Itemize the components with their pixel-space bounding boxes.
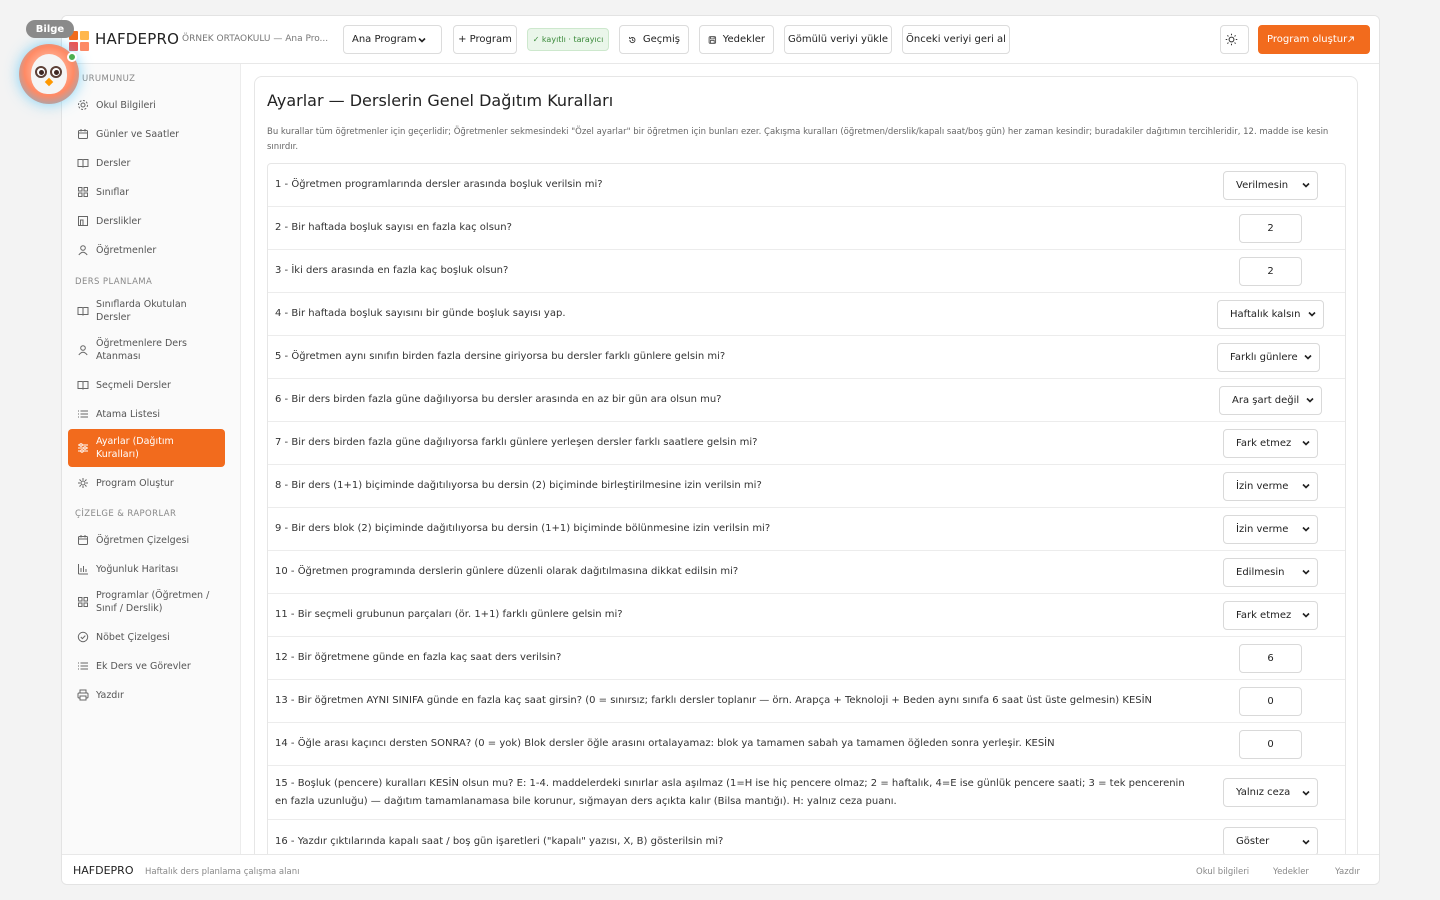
rule-row	[268, 508, 1345, 551]
cog-icon	[76, 477, 89, 490]
rule-select-value: Farklı günlere	[1230, 351, 1298, 363]
rule-text: 11 - Bir seçmeli grubunun parçaları (ör. 1+1) farklı günlere gelsin mi?	[275, 609, 623, 620]
chevron-down-icon	[1301, 481, 1311, 491]
sidebar-item-lessons[interactable]	[68, 151, 225, 175]
sidebar-item-classrooms[interactable]	[68, 209, 225, 233]
sidebar-item-label: Sınıflar	[96, 186, 130, 198]
sidebar-item-label: Öğretmenlere Ders Atanması	[96, 338, 187, 362]
chevron-down-icon	[1301, 438, 1311, 448]
rule-select-value: Fark etmez	[1236, 609, 1292, 621]
sidebar-item-label: Program Oluştur	[96, 477, 174, 489]
online-status-dot	[67, 52, 77, 62]
sidebar-item-print[interactable]	[68, 683, 225, 707]
sidebar-item-label: Seçmeli Dersler	[96, 379, 171, 391]
sidebar-item-label: Okul Bilgileri	[96, 99, 156, 111]
rule-text: 15 - Boşluk (pencere) kuralları KESİN olsun mu? E: 1-4. maddelerdeki sınırlar asla aşılmaz (1=H ise hiç pencere olmaz; 2 = haftalık, 4=E ise günlük pencere saati; 3 = tek pencerenin en fazla uzunluğu) — dağıtım tamamlanamasa bile korunur, sığmayan ders açıkta kalır (Bilsa mantığı). H: yalnız ceza puanı.	[275, 777, 1185, 807]
chevron-down-icon	[417, 35, 427, 45]
brand-name: HAFDEPRO	[95, 30, 180, 48]
rule-text: 10 - Öğretmen programında derslerin günlere düzenli olarak dağıtılmasına dikkat edilsin mi?	[275, 566, 739, 577]
sidebar-item-settings-rules[interactable]	[68, 429, 225, 467]
settings-panel	[254, 76, 1358, 866]
rule-select[interactable]	[1223, 558, 1318, 587]
bar-chart-icon	[76, 563, 89, 576]
theme-toggle-button[interactable]	[1220, 25, 1249, 54]
rule-text: 16 - Yazdır çıktılarında kapalı saat / boş gün işaretleri ("kapalı" yazısı, X, B) gösterilsin mi?	[275, 835, 724, 847]
sidebar-item-extra-lessons[interactable]	[68, 654, 225, 678]
sidebar-item-label: Sınıflarda Okutulan Dersler	[96, 299, 187, 323]
user-icon	[76, 344, 89, 357]
sidebar-item-electives[interactable]	[68, 373, 225, 397]
sidebar-item-label: Ek Ders ve Görevler	[96, 660, 191, 672]
rule-row	[268, 723, 1345, 766]
rule-text: 13 - Bir öğretmen AYNI SINIFA günde en fazla kaç saat girsin? (0 = sınırsız; farklı dersler toplanır — örn. Arapça + Teknoloji + Beden aynı sınıfa 6 saat üst üste gelmesin) KESİN	[275, 695, 1153, 706]
grid-icon	[76, 186, 89, 199]
new-program-button[interactable]: + Program	[453, 25, 517, 54]
mascot-avatar[interactable]	[19, 44, 79, 104]
rule-text: 1 - Öğretmen programlarında dersler arasında boşluk verilsin mi?	[275, 179, 603, 190]
save-status-badge: ✓ kayıtlı · tarayıcı	[527, 28, 609, 51]
list-icon	[76, 660, 89, 673]
rule-select-value: Ara şart değil	[1232, 394, 1300, 406]
rule-row	[268, 293, 1345, 336]
rule-select-value: Verilmesin	[1236, 179, 1289, 191]
save-disk-icon	[708, 34, 717, 46]
rule-text: 3 - İki ders arasında en fazla kaç boşluk olsun?	[275, 265, 509, 276]
program-select[interactable]	[343, 25, 442, 54]
rule-text: 9 - Bir ders blok (2) biçiminde dağıtılıyorsa bu dersin (1+1) biçiminde bölünmesine izin verilsin mi?	[275, 523, 771, 534]
rule-select-value: İzin verme	[1236, 480, 1289, 492]
history-button[interactable]	[619, 25, 689, 54]
sidebar-item-class-lessons[interactable]	[68, 295, 225, 327]
book-icon	[76, 305, 89, 318]
app-window	[61, 15, 1380, 885]
rule-select[interactable]	[1223, 515, 1318, 544]
rule-row	[268, 207, 1345, 250]
rule-select-value: Göster	[1236, 836, 1270, 847]
rule-select[interactable]	[1223, 472, 1318, 501]
chevron-down-icon	[1307, 309, 1317, 319]
rule-number-input[interactable]: 0	[1239, 687, 1302, 716]
rule-select-value: İzin verme	[1236, 523, 1289, 535]
rule-select-value: Fark etmez	[1236, 437, 1292, 449]
rule-text: 4 - Bir haftada boşluk sayısını bir günde boşluk sayısı yap.	[275, 308, 566, 319]
rule-select[interactable]	[1223, 429, 1318, 458]
rule-text: 14 - Öğle arası kaçıncı dersten SONRA? (0 = yok) Blok dersler öğle arasını ortalayamaz: blok ya tamamen sabah ya tamamen öğleden sonra yerleşir. KESİN	[275, 738, 1055, 749]
sidebar-section-title: DERS PLANLAMA	[75, 277, 153, 287]
user-icon	[76, 244, 89, 257]
page-title: Ayarlar — Derslerin Genel Dağıtım Kuralları	[267, 91, 614, 110]
rule-select-value: Haftalık kalsın	[1230, 308, 1301, 320]
rule-select[interactable]	[1217, 343, 1320, 372]
sidebar-item-label: Ayarlar (Dağıtım Kuralları)	[96, 436, 174, 460]
chevron-down-icon	[1301, 567, 1311, 577]
footer-subtitle: Haftalık ders planlama çalışma alanı	[145, 867, 300, 877]
create-program-label: Program oluştur	[1267, 34, 1348, 45]
chevron-down-icon	[1301, 837, 1311, 847]
sidebar-item-label: Atama Listesi	[96, 408, 161, 420]
chevron-down-icon	[1303, 352, 1313, 362]
sidebar	[62, 64, 241, 854]
sun-icon	[1225, 33, 1238, 46]
sidebar-item-teachers[interactable]	[68, 238, 225, 262]
sidebar-item-teacher-assignment[interactable]	[68, 334, 225, 366]
program-select-value: Ana Program	[352, 34, 417, 45]
backups-button[interactable]	[699, 25, 774, 54]
sidebar-item-label: Derslikler	[96, 215, 142, 227]
chevron-down-icon	[1301, 788, 1311, 798]
rule-select[interactable]	[1223, 171, 1318, 200]
footer-link-print[interactable]: Yazdır	[1335, 867, 1360, 877]
rule-row	[268, 164, 1345, 207]
sidebar-item-teacher-schedule[interactable]	[68, 528, 225, 552]
list-icon	[76, 408, 89, 421]
sidebar-item-programs[interactable]	[68, 586, 225, 618]
sidebar-section-title: ÇİZELGE & RAPORLAR	[75, 509, 177, 519]
rule-text: 12 - Bir öğretmene günde en fazla kaç saat ders verilsin?	[275, 652, 562, 663]
rule-row	[268, 336, 1345, 379]
rule-text: 2 - Bir haftada boşluk sayısı en fazla kaç olsun?	[275, 222, 512, 233]
calendar-icon	[76, 128, 89, 141]
rule-row	[268, 250, 1345, 293]
sidebar-section-title: URUMUNUZ	[82, 74, 136, 84]
rule-select[interactable]	[1223, 827, 1318, 856]
rule-number-input[interactable]: 2	[1239, 257, 1302, 286]
rule-text: 5 - Öğretmen aynı sınıfın birden fazla dersine giriyorsa bu dersler farklı günlere gelsin mi?	[275, 351, 726, 362]
sidebar-item-assignment-list[interactable]	[68, 402, 225, 426]
top-bar	[62, 16, 1379, 64]
chevron-down-icon	[1301, 180, 1311, 190]
book-icon	[76, 157, 89, 170]
grid-icon	[76, 596, 89, 609]
sidebar-item-label: Nöbet Çizelgesi	[96, 631, 170, 643]
history-icon	[628, 34, 637, 46]
sidebar-item-label: Öğretmenler	[96, 244, 157, 256]
chevron-down-icon	[1301, 610, 1311, 620]
footer-link-school-info[interactable]: Okul bilgileri	[1196, 867, 1250, 877]
room-icon	[76, 215, 89, 228]
rules-list	[267, 163, 1346, 864]
gear-icon	[76, 99, 89, 112]
rule-select-value: Edilmesin	[1236, 566, 1285, 578]
restore-previous-button[interactable]: Önceki veriyi geri al	[902, 25, 1010, 54]
footer-link-backups[interactable]: Yedekler	[1273, 867, 1309, 877]
rule-select[interactable]	[1223, 601, 1318, 630]
rule-select[interactable]	[1217, 300, 1324, 329]
sidebar-item-label: Programlar (Öğretmen / Sınıf / Derslik)	[96, 590, 210, 614]
rule-number-input[interactable]: 2	[1239, 214, 1302, 243]
rule-text: 7 - Bir ders birden fazla güne dağılıyorsa farklı günlere yerleşen dersler farklı saatlere gelsin mi?	[275, 437, 758, 448]
sidebar-item-label: Dersler	[96, 157, 131, 169]
printer-icon	[76, 689, 89, 702]
rule-row	[268, 594, 1345, 637]
rule-text: 6 - Bir ders birden fazla güne dağılıyorsa bu dersler arasında en az bir gün ara olsun mu?	[275, 394, 722, 405]
rule-select-value: Yalnız ceza	[1236, 787, 1291, 798]
sidebar-item-create-program[interactable]	[68, 471, 225, 495]
page-description: Bu kurallar tüm öğretmenler için geçerlidir; Öğretmenler sekmesindeki "Özel ayarlar" bir öğretmen için bunları ezer. Çakışma kuralları (öğretmen/derslik/kapalı saat/boş gün) her zaman kesindir; buradakiler dağıtımın tercihleridir, 12. madde ise kesin sınırdır.	[267, 127, 1329, 152]
chevron-down-icon	[1301, 524, 1311, 534]
rule-select[interactable]	[1223, 778, 1318, 807]
rule-row	[268, 680, 1345, 723]
book-icon	[76, 379, 89, 392]
backups-label: Yedekler	[722, 34, 765, 45]
create-program-button[interactable]	[1258, 25, 1370, 54]
chevron-down-icon	[1305, 395, 1315, 405]
mascot-badge: Bilge	[26, 20, 74, 38]
rule-number-input[interactable]: 6	[1239, 644, 1302, 673]
rule-select[interactable]	[1219, 386, 1322, 415]
sidebar-item-duty-schedule[interactable]	[68, 625, 225, 649]
calendar-icon	[76, 534, 89, 547]
sliders-icon	[76, 442, 89, 455]
load-embedded-button[interactable]: Gömülü veriyi yükle	[784, 25, 892, 54]
sidebar-item-density-map[interactable]	[68, 557, 225, 581]
sidebar-item-label: Yoğunluk Haritası	[96, 563, 179, 575]
sidebar-item-days-hours[interactable]	[68, 122, 225, 146]
rule-row	[268, 465, 1345, 508]
rule-number-input[interactable]: 0	[1239, 730, 1302, 759]
rule-row	[268, 551, 1345, 594]
arrow-up-right-icon	[1347, 34, 1355, 45]
sidebar-item-school-info[interactable]	[68, 93, 225, 117]
rule-row	[268, 637, 1345, 680]
rule-row	[268, 766, 1345, 820]
sidebar-item-label: Öğretmen Çizelgesi	[96, 534, 190, 546]
rule-row	[268, 379, 1345, 422]
rule-text: 8 - Bir ders (1+1) biçiminde dağıtılıyorsa bu dersin (2) biçiminde birleştirilmesine izin verilsin mi?	[275, 480, 762, 491]
footer	[62, 854, 1379, 885]
shield-check-icon	[76, 631, 89, 644]
owl-icon	[31, 54, 67, 94]
sidebar-item-label: Günler ve Saatler	[96, 128, 180, 140]
history-label: Geçmiş	[642, 34, 680, 45]
rule-row	[268, 422, 1345, 465]
school-name: ÖRNEK ORTAOKULU — Ana Pro...	[182, 34, 329, 44]
sidebar-item-classes[interactable]	[68, 180, 225, 204]
footer-brand: HAFDEPRO	[73, 864, 134, 877]
sidebar-item-label: Yazdır	[96, 689, 124, 701]
